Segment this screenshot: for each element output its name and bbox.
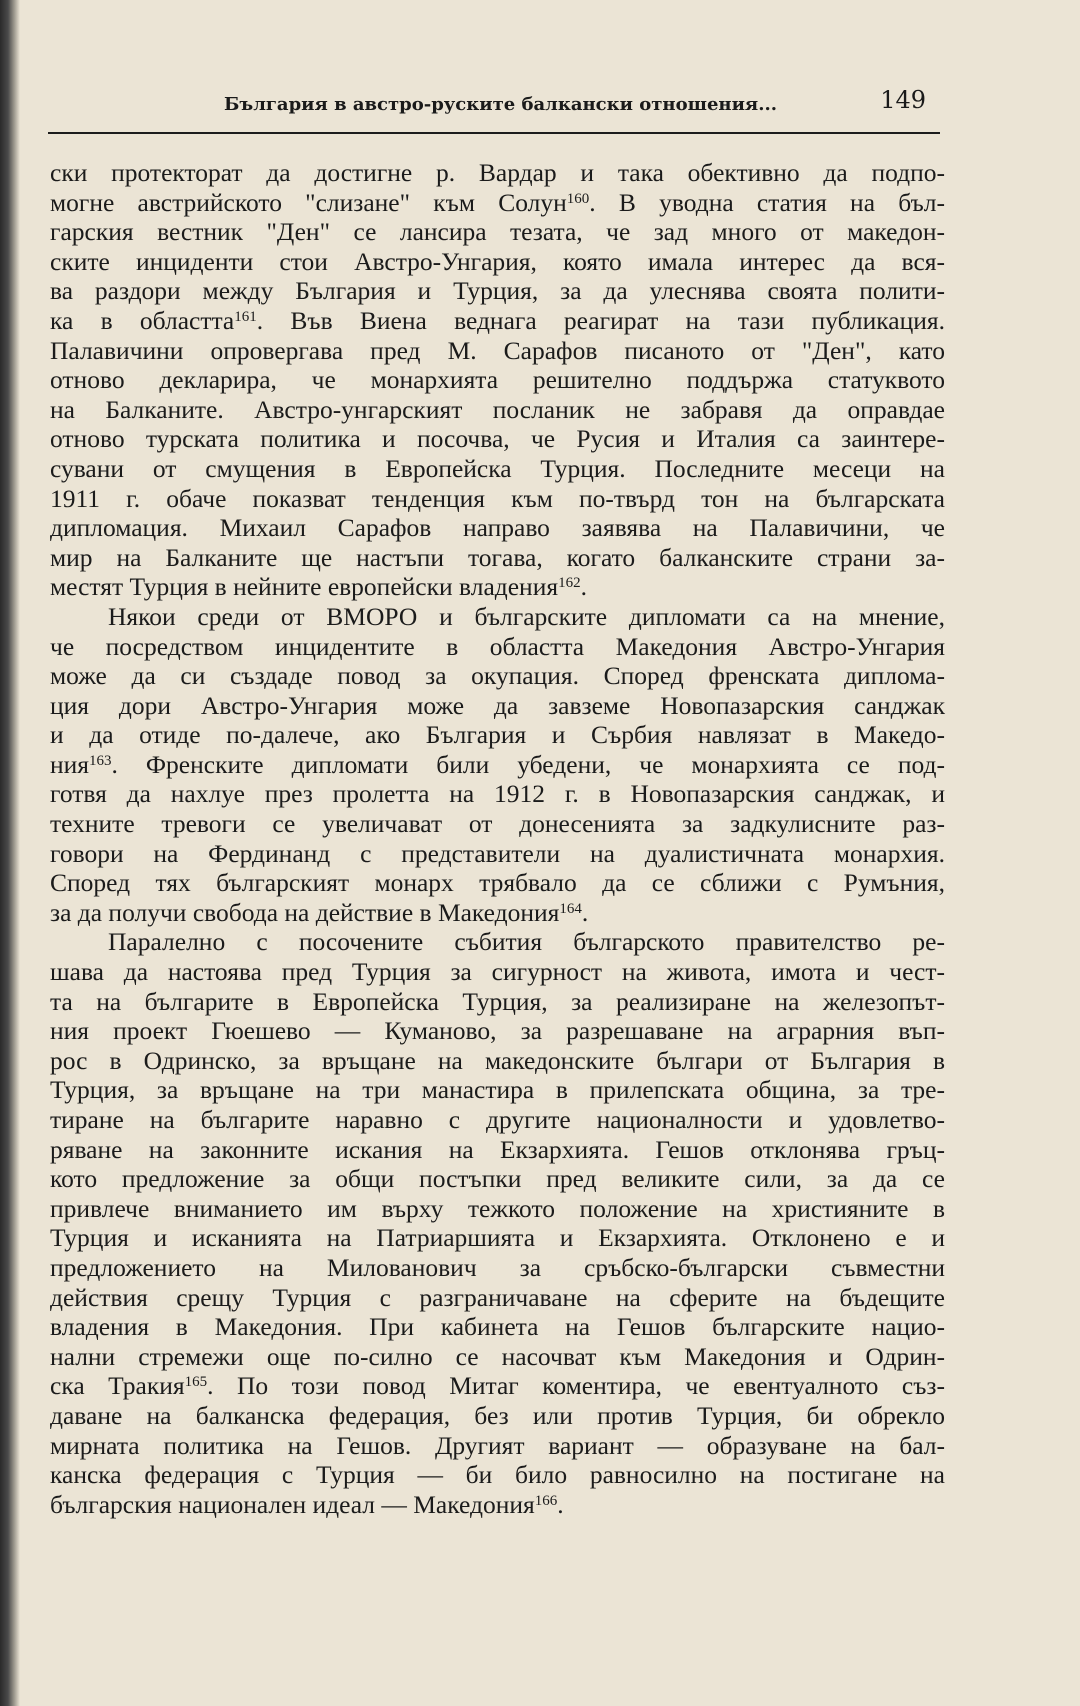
- text-line: [50, 1312, 945, 1342]
- footnote-marker: 164: [559, 900, 582, 917]
- text-run: ски протекторат да достигне р. Вардар и така обективно да подпо-: [50, 158, 945, 187]
- text-run: ция дори Австро-Унгария може да завземе Новопазарския санджак: [50, 690, 945, 720]
- text-run: привлече вниманието им върху тежкото положение на християните в: [50, 1193, 945, 1223]
- text-run: .: [557, 1489, 564, 1519]
- text-line: [50, 691, 945, 721]
- text-line: [50, 543, 945, 573]
- text-run: даване на балканска федерация, без или против Турция, би обрекло: [50, 1400, 945, 1430]
- text-line: [50, 306, 945, 336]
- text-run: Турция и исканията на Патриаршията и Екзархията. Отклонено е и: [50, 1223, 945, 1253]
- text-line: [50, 868, 945, 898]
- text-line: [50, 247, 945, 277]
- text-run: местят Турция в нейните европейски владения: [50, 572, 559, 602]
- page-number: 149: [880, 86, 926, 114]
- text-run: на Балканите. Австро-унгарският посланик не забравя да оправдае: [50, 394, 945, 424]
- text-line: [50, 158, 945, 188]
- text-run: и да отиде по-далече, ако България и Сърбия навлязат в Македо-: [50, 720, 945, 750]
- text-run: ска Тракия: [50, 1371, 185, 1401]
- text-run: Паралелно с посочените събития българското правителство ре-: [108, 927, 945, 957]
- text-line: [50, 898, 945, 928]
- text-run: готвя да нахлуе през пролетта на 1912 г. в Новопазарския санджак, и: [50, 779, 945, 809]
- text-line: [50, 1105, 945, 1135]
- text-line: [50, 336, 945, 366]
- text-run: дипломация. Михаил Сарафов направо заявява на Палавичини, че: [50, 513, 945, 543]
- text-line: [50, 632, 945, 662]
- text-line: [50, 1223, 945, 1253]
- text-line: [50, 779, 945, 809]
- text-run: . Френските дипломати били убедени, че монархията се под-: [111, 749, 945, 779]
- text-line: [50, 1016, 945, 1046]
- text-run: предложението на Милованович за сръбско-български съвместни: [50, 1252, 945, 1282]
- text-line: [50, 1164, 945, 1194]
- text-run: ва раздори между България и Турция, за да улеснява своята полити-: [50, 276, 945, 306]
- text-run: гарския вестник "Ден" се лансира тезата, че зад много от македон-: [50, 217, 945, 247]
- text-line: [50, 957, 945, 987]
- footnote-marker: 163: [89, 752, 112, 769]
- text-line: [50, 1046, 945, 1076]
- text-run: говори на Фердинанд с представители на дуалистичната монархия.: [50, 838, 945, 868]
- text-line: [50, 1431, 945, 1461]
- page-header: [48, 82, 940, 134]
- text-line: [50, 1194, 945, 1224]
- text-run: .: [581, 897, 589, 927]
- text-run: Според тях българският монарх трябвало да се сближи с Румъния,: [50, 868, 945, 898]
- text-run: че посредством инцидентите в областта Македония Австро-Унгария: [50, 631, 945, 661]
- text-run: Някои среди от ВМОРО и българските дипломати са на мнение,: [108, 601, 945, 631]
- footnote-marker: 160: [566, 190, 590, 207]
- text-line: [50, 1460, 945, 1490]
- text-line: [50, 809, 945, 839]
- text-run: ските инциденти стои Австро-Унгария, която имала интерес да вся-: [50, 246, 945, 276]
- text-line: [50, 1371, 945, 1401]
- text-line: [50, 1401, 945, 1431]
- text-line: [50, 1075, 945, 1105]
- text-run: шава да настоява пред Турция за сигурност на живота, имота и чест-: [50, 957, 945, 987]
- text-line: [50, 1135, 945, 1165]
- text-line: [50, 1283, 945, 1313]
- text-run: могне австрийското "слизане" към Солун: [50, 187, 567, 217]
- text-run: рос в Одринско, за връщане на македонските българи от България в: [50, 1045, 945, 1075]
- text-run: сувани от смущения в Европейска Турция. Последните месеци на: [50, 453, 945, 483]
- footnote-marker: 161: [234, 308, 257, 325]
- running-head: България в австро-руските балкански отношения...: [224, 94, 778, 115]
- text-run: ряване на законните искания на Екзархията. Гешов отклонява гръц-: [50, 1134, 945, 1164]
- text-run: ния: [50, 749, 90, 779]
- text-line: [50, 750, 945, 780]
- text-run: владения в Македония. При кабинета на Гешов българските нацио-: [50, 1312, 945, 1342]
- text-line: [50, 513, 945, 543]
- text-line: [50, 217, 945, 247]
- body-text: [50, 158, 945, 1519]
- text-run: кото предложение за общи постъпки пред великите сили, за да се: [50, 1164, 945, 1194]
- text-run: . В уводна статия на бъл-: [589, 187, 945, 217]
- text-run: за да получи свобода на действие в Македония: [50, 897, 560, 927]
- text-line: [50, 484, 945, 514]
- text-line: [50, 276, 945, 306]
- text-run: .: [580, 572, 587, 602]
- text-line: [50, 602, 945, 632]
- text-line: [50, 424, 945, 454]
- text-run: отново турската политика и посочва, че Русия и Италия са заинтере-: [50, 424, 945, 454]
- text-line: [50, 1342, 945, 1372]
- text-line: [50, 987, 945, 1017]
- text-run: Турция, за връщане на три манастира в прилепската община, за тре-: [50, 1075, 945, 1105]
- text-run: . Във Виена веднага реагират на тази публикация.: [256, 305, 945, 335]
- text-run: 1911 г. обаче показват тенденция към по-твърд тон на българската: [50, 483, 945, 513]
- text-line: [50, 395, 945, 425]
- text-run: ка в областта: [50, 305, 235, 335]
- text-run: канска федерация с Турция — би било равносилно на постигане на: [50, 1460, 945, 1490]
- text-line: [50, 720, 945, 750]
- text-line: [50, 927, 945, 957]
- binding-shadow: [0, 0, 20, 1706]
- text-line: [50, 661, 945, 691]
- text-line: [50, 454, 945, 484]
- text-run: нални стремежи още по-силно се насочват към Македония и Одрин-: [50, 1341, 945, 1371]
- text-run: Палавичини опровергава пред М. Сарафов писаното от "Ден", като: [50, 335, 945, 365]
- text-line: [50, 1490, 945, 1520]
- text-run: може да си създаде повод за окупация. Според френската диплома-: [50, 661, 945, 691]
- text-run: техните тревоги се увеличават от донесенията за задкулисните раз-: [50, 809, 945, 839]
- text-run: мир на Балканите ще настъпи тогава, когато балканските страни за-: [50, 542, 945, 572]
- text-line: [50, 188, 945, 218]
- text-run: българския национален идеал — Македония: [50, 1489, 535, 1519]
- text-run: тиране на българите наравно с другите националности и удовлетво-: [50, 1105, 945, 1134]
- text-run: та на българите в Европейска Турция, за реализиране на железопът-: [50, 986, 945, 1016]
- footnote-marker: 165: [184, 1374, 208, 1391]
- footnote-marker: 162: [558, 575, 581, 592]
- text-run: действия срещу Турция с разграничаване на сферите на бъдещите: [50, 1282, 945, 1312]
- text-run: ния проект Гюешево — Куманово, за разрешаване на аграрния въп-: [50, 1016, 945, 1046]
- text-line: [50, 839, 945, 869]
- text-line: [50, 1253, 945, 1283]
- text-run: мирната политика на Гешов. Другият вариант — образуване на бал-: [50, 1430, 945, 1460]
- footnote-marker: 166: [534, 1492, 558, 1509]
- text-line: [50, 572, 945, 602]
- text-run: . По този повод Митаг коментира, че евентуалното съз-: [207, 1371, 945, 1401]
- text-run: отново декларира, че монархията решително поддържа статуквото: [50, 365, 945, 395]
- text-line: [50, 365, 945, 395]
